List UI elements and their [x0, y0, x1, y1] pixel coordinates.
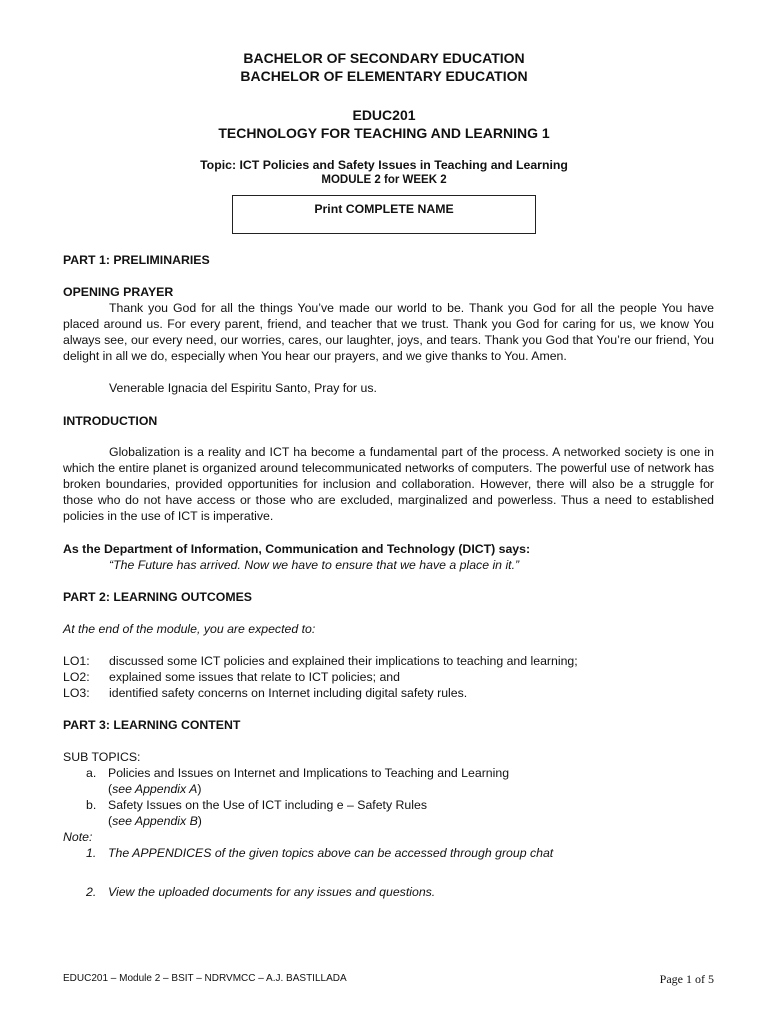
note-text: View the uploaded documents for any issues and questions. [108, 885, 436, 899]
page-number: Page 1 of 5 [659, 972, 714, 986]
ref-paren: ( [108, 782, 113, 796]
part1-heading: PART 1: PRELIMINARIES [63, 253, 210, 267]
subtopic-text: Safety Issues on the Use of ICT including e – Safety Rules [108, 798, 427, 812]
program-line-1: BACHELOR OF SECONDARY EDUCATION [243, 50, 525, 66]
prayer-text: Thank you God for all the things You’ve made our world to be. Thank you God for all the people You have placed around us. For every parent, friend, and teacher that we trust. Thank you God for caring for us, we know You always see, our every need, our worries, cares, our laughter, joys, and tears. Thank you God that You’re our friend, You delight in all we do, especially when You hear our prayers, and we give thanks to You. Amen. [63, 301, 714, 363]
note-text: The APPENDICES of the given topics above can be accessed through group chat [108, 846, 554, 860]
appendix-ref: see Appendix A [112, 782, 198, 796]
outcome-text: discussed some ICT policies and explained their implications to teaching and learning; [109, 654, 578, 668]
program-line-2: BACHELOR OF ELEMENTARY EDUCATION [240, 68, 528, 84]
subtopic-text: Policies and Issues on Internet and Implications to Teaching and Learning [108, 766, 510, 780]
ref-paren: ( [108, 814, 113, 828]
note-item [86, 845, 726, 861]
subtopic-ref [86, 813, 748, 829]
intro-heading: INTRODUCTION [63, 414, 158, 428]
subtopic-ref [86, 781, 748, 797]
appendix-ref: see Appendix B [112, 814, 198, 828]
subtopic-marker: b. [86, 798, 97, 812]
outcome-code: LO1: [63, 654, 90, 668]
learning-outcome [63, 653, 723, 669]
course-title: TECHNOLOGY FOR TEACHING AND LEARNING 1 [218, 125, 550, 141]
module-line: MODULE 2 for WEEK 2 [321, 174, 447, 186]
intro-text: Globalization is a reality and ICT ha become a fundamental part of the process. A networked society is one in which the entire planet is organized around telecommunicated networks of computers. The powerful use of network has broken boundaries, provided opportunities for inclusion and collaboration. However, there will also be a struggle for those who do not have access or those who are excluded, marginalized and powerless. Thus a need to established policies in the use of ICT is imperative. [63, 445, 714, 523]
dict-quote: “The Future has arrived. Now we have to ensure that we have a place in it.” [109, 558, 520, 572]
prayer-closing: Venerable Ignacia del Espiritu Santo, Pray for us. [109, 381, 377, 395]
dict-heading: As the Department of Information, Communication and Technology (DICT) says: [63, 542, 531, 556]
footer-left: EDUC201 – Module 2 – BSIT – NDRVMCC – A.J. BASTILLADA [63, 973, 347, 984]
part3-heading: PART 3: LEARNING CONTENT [63, 718, 241, 732]
learning-outcome [63, 669, 723, 685]
outcome-text: identified safety concerns on Internet including digital safety rules. [109, 686, 468, 700]
prayer-heading: OPENING PRAYER [63, 285, 174, 299]
note-marker: 2. [86, 885, 97, 899]
outcome-code: LO2: [63, 670, 90, 684]
part2-heading: PART 2: LEARNING OUTCOMES [63, 590, 253, 604]
learning-outcome [63, 685, 723, 701]
subtopic-item [86, 765, 726, 781]
name-box[interactable] [232, 195, 536, 234]
note-label: Note: [63, 830, 93, 844]
note-marker: 1. [86, 846, 97, 860]
name-box-label: Print COMPLETE NAME [314, 202, 454, 216]
outcome-code: LO3: [63, 686, 90, 700]
ref-paren: ) [197, 782, 202, 796]
subtopic-item [86, 797, 726, 813]
note-item [86, 884, 726, 900]
course-code: EDUC201 [352, 107, 416, 123]
ref-paren: ) [197, 814, 202, 828]
subtopics-label: SUB TOPICS: [63, 750, 141, 764]
outcome-text: explained some issues that relate to ICT policies; and [109, 670, 400, 684]
outcomes-intro: At the end of the module, you are expected to: [63, 622, 316, 636]
topic-line: Topic: ICT Policies and Safety Issues in Teaching and Learning [200, 158, 568, 172]
subtopic-marker: a. [86, 766, 97, 780]
